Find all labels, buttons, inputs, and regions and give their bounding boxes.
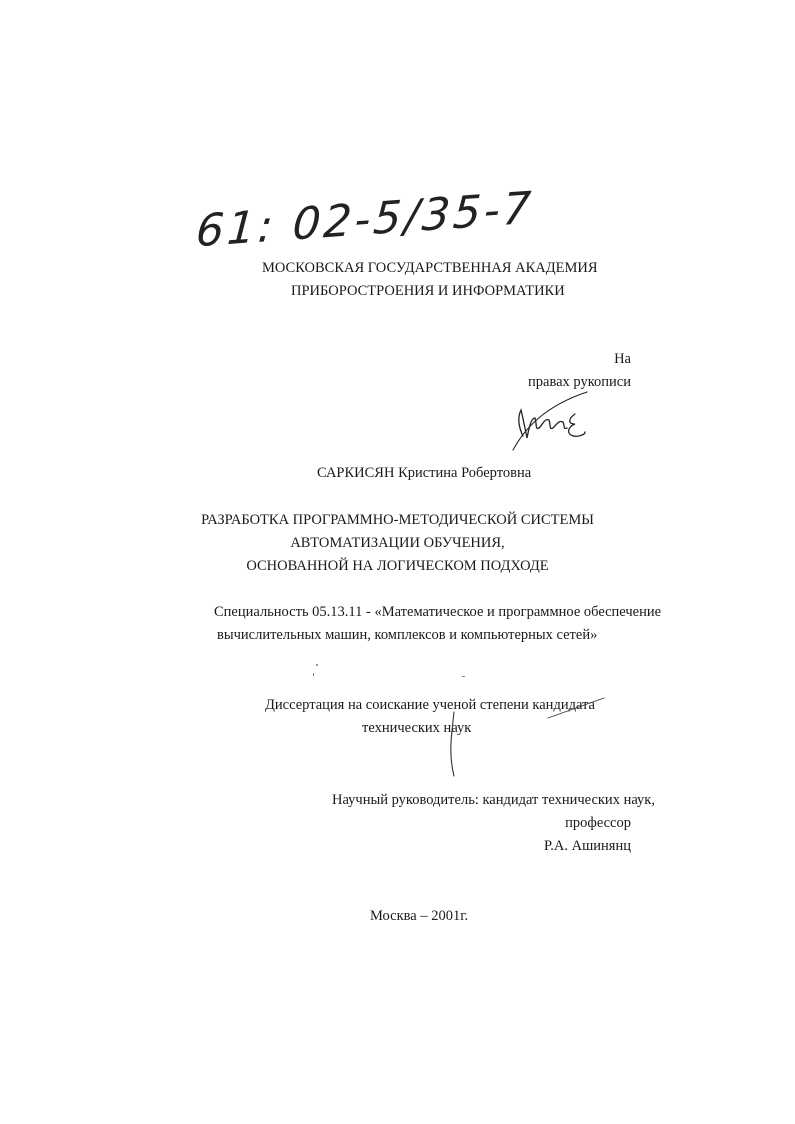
institution-line-2: ПРИБОРОСТРОЕНИЯ И ИНФОРМАТИКИ	[291, 283, 565, 299]
scan-speck	[316, 664, 318, 666]
pencil-mark	[430, 692, 610, 782]
supervisor-line-3: Р.А. Ашинянц	[544, 838, 631, 854]
manuscript-rights-line-1: На	[614, 351, 631, 367]
archive-number-handwritten: 61: 02-5/35-7	[194, 182, 536, 258]
degree-line-1: Диссертация на соискание ученой степени кандидата	[265, 697, 595, 713]
specialty-line-2: вычислительных машин, комплексов и компьютерных сетей»	[217, 627, 598, 643]
manuscript-rights-line-2: правах рукописи	[528, 374, 631, 390]
institution-line-1: МОСКОВСКАЯ ГОСУДАРСТВЕННАЯ АКАДЕМИЯ	[262, 260, 598, 276]
place-year: Москва – 2001г.	[370, 908, 469, 924]
thesis-title-line-1: РАЗРАБОТКА ПРОГРАММНО-МЕТОДИЧЕСКОЙ СИСТЕМЫ	[201, 512, 594, 528]
supervisor-line-2: профессор	[565, 815, 631, 831]
thesis-title-line-2: АВТОМАТИЗАЦИИ ОБУЧЕНИЯ,	[290, 535, 505, 551]
scan-speck	[313, 673, 314, 676]
thesis-title-line-3: ОСНОВАННОЙ НА ЛОГИЧЕСКОМ ПОДХОДЕ	[246, 558, 549, 574]
supervisor-line-1: Научный руководитель: кандидат технических наук,	[332, 792, 655, 808]
scan-speck	[462, 676, 465, 677]
degree-line-2: технических наук	[362, 720, 472, 736]
author-name: САРКИСЯН Кристина Робертовна	[317, 465, 532, 481]
author-signature	[505, 388, 595, 454]
specialty-line-1: Специальность 05.13.11 - «Математическое и программное обеспечение	[214, 604, 662, 620]
